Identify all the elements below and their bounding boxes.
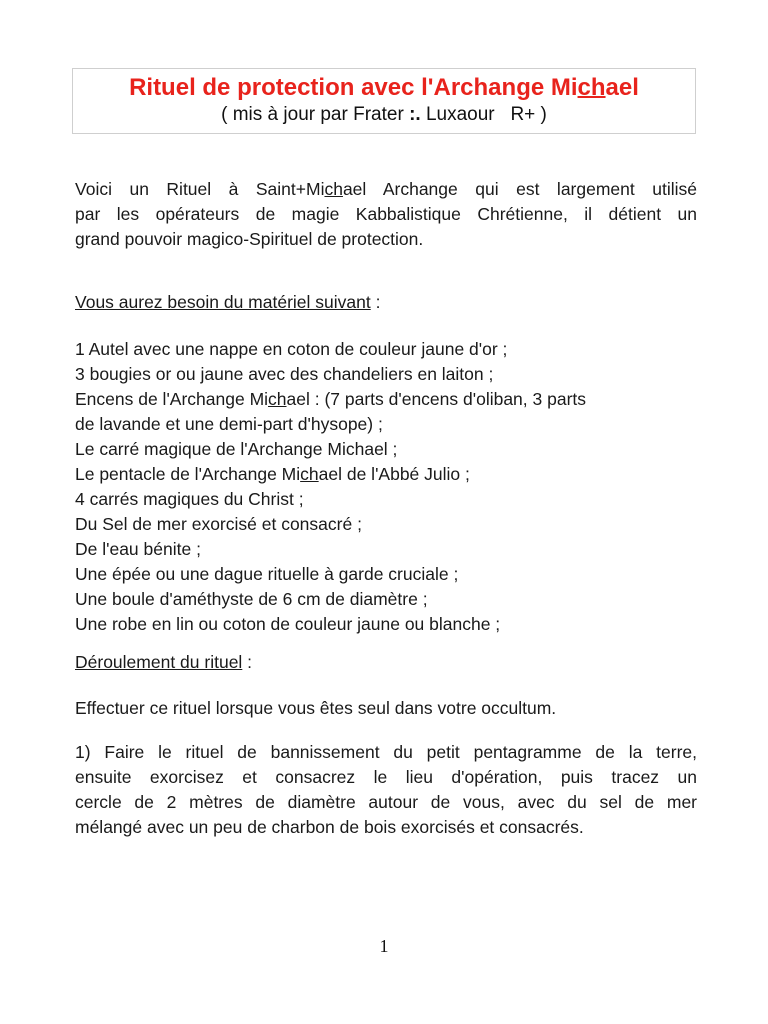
procedure-heading-colon: :	[242, 652, 253, 672]
title-box	[72, 68, 696, 134]
material-item: Une robe en lin ou coton de couleur jaune ou blanche ;	[75, 614, 501, 634]
material-item: Le carré magique de l'Archange Michael ;	[75, 439, 398, 459]
intro-line-2: par les opérateurs de magie Kabbalistique Chrétienne, il détient un	[75, 204, 697, 224]
materials-heading-text: Vous aurez besoin du matériel suivant	[75, 292, 371, 312]
material-item: 1 Autel avec une nappe en coton de couleur jaune d'or ;	[75, 339, 508, 359]
title-text-start: Rituel de protection avec l'Archange Mi	[129, 74, 578, 101]
subtitle-separator: :.	[409, 104, 421, 125]
material-item-3-start: Encens de l'Archange Mi	[75, 389, 269, 409]
material-item-6-underlined: ch	[300, 464, 319, 484]
step-1-paragraph	[75, 740, 697, 840]
materials-list	[75, 337, 697, 637]
material-item: Du Sel de mer exorcisé et consacré ;	[75, 514, 362, 534]
material-item: de lavande et une demi-part d'hysope) ;	[75, 414, 383, 434]
intro-line-1	[75, 177, 697, 202]
procedure-heading-text: Déroulement du rituel	[75, 652, 243, 672]
material-item-3-end: ael : (7 parts d'encens d'oliban, 3 parts	[286, 389, 587, 409]
procedure-heading	[75, 650, 697, 675]
materials-heading-colon: :	[370, 292, 381, 312]
step-1-line: 1) Faire le rituel de bannissement du petit pentagramme de la terre,	[75, 742, 697, 762]
intro-line-1-start: Voici un Rituel à Saint+Mi	[75, 179, 325, 199]
step-1-line: cercle de 2 mètres de diamètre autour de vous, avec du sel de mer	[75, 792, 697, 812]
material-item-6-end: ael de l'Abbé Julio ;	[318, 464, 470, 484]
intro-line-3: grand pouvoir magico-Spirituel de protection.	[75, 229, 424, 249]
material-item: 4 carrés magiques du Christ ;	[75, 489, 304, 509]
step-1-line: ensuite exorcisez et consacrez le lieu d'opération, puis tracez un	[75, 767, 697, 787]
instruction-text: Effectuer ce rituel lorsque vous êtes seul dans votre occultum.	[75, 698, 557, 718]
material-item	[75, 462, 697, 487]
material-item: Une épée ou une dague rituelle à garde cruciale ;	[75, 564, 459, 584]
intro-line-1-end: ael Archange qui est largement utilisé	[342, 179, 697, 199]
subtitle-text-start: ( mis à jour par Frater	[221, 104, 410, 125]
material-item: 3 bougies or ou jaune avec des chandeliers en laiton ;	[75, 364, 494, 384]
procedure-instruction	[75, 696, 697, 721]
material-item: Une boule d'améthyste de 6 cm de diamètre ;	[75, 589, 428, 609]
subtitle-text-end: Luxaour R+ )	[420, 104, 547, 125]
document-subtitle	[73, 104, 695, 126]
title-text-underlined: ch	[577, 74, 606, 101]
page-number: 1	[379, 936, 389, 956]
title-text-end: ael	[605, 74, 639, 101]
materials-heading	[75, 290, 697, 315]
intro-paragraph	[75, 177, 697, 252]
material-item	[75, 387, 697, 412]
intro-line-1-underlined: ch	[324, 179, 343, 199]
document-title	[73, 74, 695, 102]
material-item: De l'eau bénite ;	[75, 539, 201, 559]
material-item-6-start: Le pentacle de l'Archange Mi	[75, 464, 301, 484]
step-1-line: mélangé avec un peu de charbon de bois exorcisés et consacrés.	[75, 817, 584, 837]
material-item-3-underlined: ch	[268, 389, 287, 409]
